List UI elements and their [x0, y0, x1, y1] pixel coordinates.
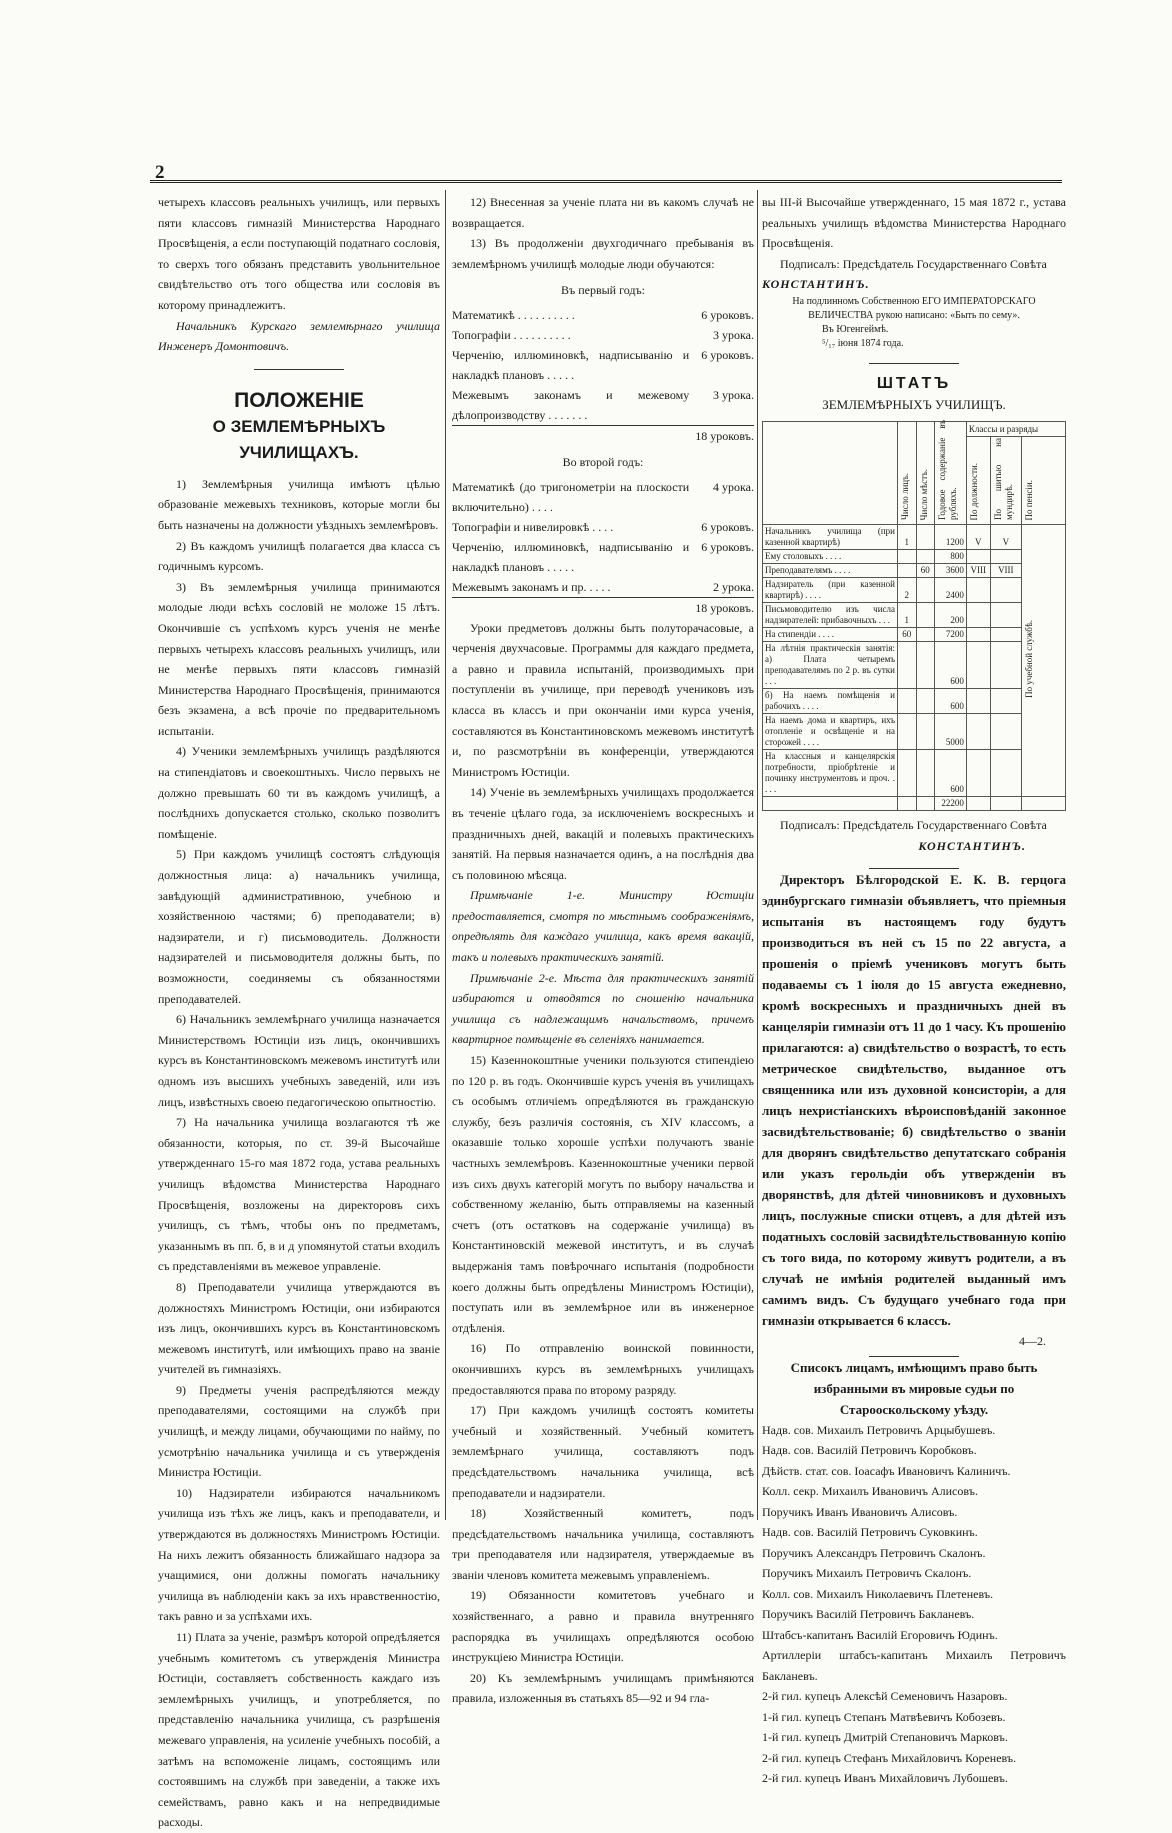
list-item: Надв. сов. Михаилъ Петровичъ Арцыбушевъ.	[762, 1422, 996, 1437]
subject-cell: Черченiю, иллюминовкѣ, надписыванiю и накладкѣ плановъ . . . . .	[452, 347, 690, 382]
list-item: 1-й гил. купецъ Дмитрiй Степановичъ Марковъ.	[762, 1730, 1008, 1745]
subject-cell: Черченiю, иллюминовкѣ, надписыванiю и накладкѣ плановъ . . . . .	[452, 539, 690, 574]
list-item: Поручикъ Иванъ Ивановичъ Алисовъ.	[762, 1504, 958, 1519]
subject-cell: Межевымъ законамъ и межевому дѣлопроизводству . . . . . . .	[452, 387, 690, 422]
paragraph: 17) При каждомъ училищѣ состоятъ комитеты учебный и хозяйственный. Учебный комитетъ землемѣрнаго училища, составляютъ подъ предсѣдательствомъ начальника училища, всѣ преподаватели и надзиратели.	[452, 1403, 754, 1500]
persons-cell	[898, 714, 917, 750]
table-row	[763, 714, 1066, 750]
hours-cell: 3 урока.	[713, 387, 754, 402]
table-row	[763, 628, 1066, 642]
column-header: Число лицъ.	[900, 473, 910, 521]
uniform-cell	[990, 628, 1021, 642]
column-left	[158, 192, 440, 1833]
salary-cell: 3600	[935, 564, 967, 578]
places-cell	[916, 628, 935, 642]
paragraph: 4) Ученики землемѣрныхъ училищъ раздѣляются на стипендiатовъ и своекоштныхъ. Число первыхъ не должно превышать 60 ти въ каждомъ училищѣ, а послѣднихъ допускается столько, сколько позволитъ помѣщенiе.	[158, 744, 440, 841]
pension-note: По учебной службѣ.	[1023, 620, 1034, 699]
paragraph: 8) Преподаватели училища утверждаются въ должностяхъ Министромъ Юстицiи, они избираются изъ лицъ, окончившихъ курсъ въ Константиновскомъ межевомъ институтѣ, или имѣющихъ право на званiе учителей въ гимназiяхъ.	[158, 1279, 440, 1377]
persons-cell: 1	[898, 603, 917, 628]
persons-cell	[898, 642, 917, 689]
places-cell	[916, 603, 935, 628]
persons-cell	[898, 564, 917, 578]
row-name: На лѣтнiя практическiя занятiя: а) Плата четыремъ преподавателямъ по 2 р. въ сутки . . .	[763, 642, 898, 689]
rank-cell	[966, 689, 990, 714]
paragraph: 5) При каждомъ училищѣ состоятъ слѣдующiя должностныя лица: а) начальникъ училища, завѣдующiй административною, учебною и хозяйственною частями; б) преподаватели; в) надзиратели, и г) письмоводитель. Должности надзирателей и письмоводителя должны быть, по возможности, соединяемы съ обязанностями преподавателей.	[158, 847, 440, 1006]
total-row	[452, 425, 754, 446]
uniform-cell	[990, 689, 1021, 714]
note-paragraph: Примѣчанiе 1-е. Министру Юстицiи предоставляется, смотря по мѣстнымъ соображенiямъ, опредѣлять для каждаго училища, какъ время вакацiй, такъ и полевыхъ практическихъ занятiй.	[452, 888, 754, 965]
paragraph: 11) Плата за ученiе, размѣръ которой опредѣляется учебнымъ комитетомъ съ утвержденiя Министра Юстицiи, составляетъ собственность каждаго изъ землемѣрныхъ училищъ, и употребляется, по представленiю начальника училища, съ разрѣшенiя межеваго управленiя, на усиленiе учебныхъ пособiй, а затѣмъ на вспоможенiе лицамъ, состоящимъ или состоявшимъ на службѣ при заведенiи, а также ихъ семействамъ, равно какъ и на непредвидимые расходы.	[158, 1630, 440, 1830]
year2-title: Во второй годъ:	[562, 454, 644, 469]
total-cell: 22200	[935, 797, 967, 811]
paragraph: 20) Къ землемѣрнымъ училищамъ примѣняются правила, изложенныя въ статьяхъ 85—92 и 94 гла-	[452, 1670, 754, 1706]
row-name: Письмоводителю изъ числа надзирателей: прибавочныхъ . . .	[763, 603, 898, 628]
column-middle	[452, 192, 754, 1709]
places-cell: 60	[916, 564, 935, 578]
places-cell	[916, 578, 935, 603]
row-name: На наемъ дома и квартиръ, ихъ отопленiе и освѣщенiе и на сторожей . . . .	[763, 714, 898, 750]
hours-cell: 3 урока.	[713, 327, 754, 342]
list-item: Артиллерiи штабсъ-капитанъ Михаилъ Петровичъ Бакланевъ.	[762, 1648, 1066, 1683]
table-row	[763, 550, 1066, 564]
list-item: Дѣйств. стат. сов. Iоасафъ Ивановичъ Калиничъ.	[762, 1463, 1011, 1478]
places-cell	[916, 550, 935, 564]
total-cell: 18 уроковъ.	[689, 597, 754, 618]
shtat-table	[762, 421, 1066, 811]
column-divider	[757, 190, 758, 1520]
list-item: 2-й гил. купецъ Иванъ Михайловичъ Лубошевъ.	[762, 1771, 1008, 1786]
table-row	[763, 578, 1066, 603]
row-name: На классныя и канцелярскiя потребности, прiобрѣтенiе и починку инструментовъ и проч. . . . .	[763, 750, 898, 797]
rank-cell	[966, 603, 990, 628]
rank-cell	[966, 642, 990, 689]
persons-cell	[898, 750, 917, 797]
list-item: 2-й гил. купецъ Алексѣй Семеновичъ Назаровъ.	[762, 1689, 1008, 1704]
rank-cell	[966, 750, 990, 797]
rank-cell: VIII	[966, 564, 990, 578]
column-right	[762, 192, 1066, 1789]
year1-title: Въ первый годъ:	[560, 283, 646, 298]
rank-cell	[966, 714, 990, 750]
list-item: 1-й гил. купецъ Степанъ Матвѣевичъ Кобозевъ.	[762, 1709, 1006, 1724]
uniform-cell: VIII	[990, 564, 1021, 578]
row-name: Надзиратель (при казенной квартирѣ) . . . .	[763, 578, 898, 603]
total-row	[452, 597, 754, 618]
salary-cell: 7200	[935, 628, 967, 642]
paragraph: 7) На начальника училища возлагаются тѣ же обязанности, которыя, по ст. 39-й Высочайше утвержденнаго 15-го мая 1872 года, устава реальныхъ училищъ вѣдомства Министерства Народнаго Просвѣщенiя, возложены на директоровъ сихъ училищъ, съ тѣмъ, чтобы онъ по предметамъ, указаннымъ въ пп. б, в и д упомянутой статьи входилъ съ представленiями въ межевое управленiе.	[158, 1115, 440, 1274]
paragraph: 14) Ученiе въ землемѣрныхъ училищахъ продолжается въ теченiе цѣлаго года, за исключенiемъ воскресныхъ и праздничныхъ дней, вакацiй и полевыхъ практическихъ занятiй. На первыя назначается одинъ, а на послѣднiя два съ половиною мѣсяца.	[452, 785, 754, 882]
paragraph: 18) Хозяйственный комитетъ, подъ предсѣдательствомъ начальника училища, составляютъ три преподавателя или надзирателя, утверждаемые въ званiи членовъ комитета межевымъ управленiемъ.	[452, 1506, 754, 1582]
rank-cell	[966, 550, 990, 564]
paragraph: 15) Казеннокоштные ученики пользуются стипендiею по 120 р. въ годъ. Окончившiе курсъ ученiя въ училищахъ съ особымъ отличiемъ опредѣляются въ гражданскую службу, безъ различiя состоянiя, съ XIV классомъ, а оказавшiе только хорошiе успѣхи получаютъ званiе частныхъ землемѣровъ. Казеннокоштные ученики первой изъ сихъ двухъ категорiй могутъ по выбору начальства и собственному желанiю, быть отправляемы на казенный счетъ (отъ остатковъ на содержанiе училища) въ Константиновскiй межевой институтъ, и въ случаѣ выдержанiя тамъ повѣрочнаго испытанiя (подробности коего должны быть опредѣлены Министромъ Юстицiи), поступать или въ землемѣрное или въ инженерное отдѣленiя.	[452, 1053, 754, 1335]
salary-cell: 1200	[935, 525, 967, 550]
list-item: Поручикъ Александръ Петровичъ Скалонъ.	[762, 1545, 986, 1560]
salary-cell: 200	[935, 603, 967, 628]
signer-name: КОНСТАНТИНЪ.	[918, 838, 1026, 853]
uniform-cell	[990, 578, 1021, 603]
salary-cell: 600	[935, 689, 967, 714]
row-name: б) На наемъ помѣщенiя и рабочихъ . . . .	[763, 689, 898, 714]
paragraph: 3) Въ землемѣрныя училища принимаются молодые люди всѣхъ сословiй не моложе 15 лѣтъ. Окончившiе съ успѣхомъ курсъ ученiя не менѣе первыхъ четырехъ классовъ реальныхъ училищъ, или не менѣе первыхъ пяти классовъ гимназiй Министерства Народнаго Просвѣщенiя, принимаются безъ экзамена, а всѣ прочiе по предварительномъ испытанiи.	[158, 579, 440, 738]
list-title: Списокъ лицамъ, имѣющимъ право быть избранными въ мировые судьи по Старооскольскому уѣзду.	[790, 1359, 1038, 1417]
column-header: По пенсiи.	[1023, 479, 1034, 521]
uniform-cell	[990, 642, 1021, 689]
places-cell	[916, 642, 935, 689]
row-name: На стипендiи . . . .	[763, 628, 898, 642]
uniform-cell	[990, 750, 1021, 797]
separator	[869, 363, 959, 364]
signer-name: КОНСТАНТИНЪ.	[762, 277, 870, 292]
column-header: По шитью на мундирѣ.	[992, 438, 1014, 521]
rank-cell	[966, 578, 990, 603]
table-row	[452, 385, 754, 426]
subject-cell: Математикѣ (до тригонометрiи на плоскости включительно) . . . .	[452, 479, 690, 514]
table-row	[452, 577, 754, 598]
table-row	[452, 325, 754, 345]
intro-paragraph: четырехъ классовъ реальныхъ училищъ, или первыхъ пяти классовъ гимназiй Министерства Народнаго Просвѣщенiя, а если поступающiй податнаго сословiя, то сверхъ того обязанъ представить увольнительное свидѣтельство отъ того общества или сословiя въ которому принадлежитъ.	[158, 195, 440, 312]
persons-cell	[898, 689, 917, 714]
signed-line: Подписалъ: Предсѣдатель Государственнаго Совѣта	[780, 818, 1047, 833]
table-row	[452, 345, 754, 385]
uniform-cell	[990, 603, 1021, 628]
year1-table	[452, 305, 754, 446]
list-item: Штабсъ-капитанъ Василiй Егоровичъ Юдинъ.	[762, 1627, 998, 1642]
uniform-cell: V	[990, 525, 1021, 550]
table-row	[763, 750, 1066, 797]
list-item: Поручикъ Михаилъ Петровичъ Скалонъ.	[762, 1566, 972, 1581]
table-row	[763, 603, 1066, 628]
table-row	[763, 689, 1066, 714]
signer-line: Начальникъ Курскаго землемѣрнаго училища Инженеръ Домонтовичъ.	[158, 318, 440, 354]
separator	[254, 369, 344, 370]
note-paragraph: Примѣчанiе 2-е. Мѣста для практическихъ занятiй избираются и отводятся по сношенiю начальника училища съ надлежащимъ начальствомъ, причемъ квартирное помѣщенiе въ селенiяхъ нанимается.	[452, 970, 754, 1047]
hours-cell: 4 урока.	[713, 479, 754, 494]
gymnasium-announcement: Директоръ Бѣлгородской Е. К. В. герцога эдинбургскаго гимназiи объявляетъ, что прiемныя испытанiя въ настоящемъ году будутъ производиться въ ней съ 15 по 22 августа, а прошенiя о прiемѣ учениковъ могутъ быть подаваемы съ 1 iюля до 15 августа ежедневно, кромѣ воскресныхъ и праздничныхъ дней въ канцелярiи гимназiи отъ 11 до 1 часу. Къ прошенiю прилагаются: а) свидѣтельство о возрастѣ, то есть метрическое свидѣтельство, выданное отъ священника или изъ духовной консисторiи, а для лицъ нехристiанскихъ вѣроисповѣданiй законное засвидѣтельствованiе; б) свидѣтельство о званiи для дворянъ свидѣтельство депутатскаго собранiя или указъ герольдiи объ утвержденiи въ дворянствѣ, для дѣтей чиновниковъ и духовныхъ лицъ, послужные списки отцевъ, а для дѣтей изъ податныхъ сословiй засвидѣтельствованную копiю съ того вида, по которому живутъ родители, а въ случаѣ не имѣнiя родителей выданный имъ самимъ видъ. Съ будущаго учебнаго года при гимназiи открывается 6 классъ.	[762, 872, 1066, 1329]
table-row	[452, 305, 754, 325]
row-name: Ему столовыхъ . . . .	[763, 550, 898, 564]
paragraph: 1) Землемѣрныя училища имѣютъ цѣлью образованiе межевыхъ техниковъ, которые могли бы быть назначены на должности уѣздныхъ землемѣровъ.	[158, 476, 440, 532]
total-cell: 18 уроковъ.	[689, 425, 754, 446]
imperial-note: На подлинномъ Собственною ЕГО ИМПЕРАТОРСКАГО ВЕЛИЧЕСТВА рукою написано: «Быть по сему».	[792, 295, 1036, 321]
rank-cell	[966, 628, 990, 642]
judges-list	[762, 1420, 1066, 1789]
column-header: Число мѣстъ.	[918, 468, 929, 521]
column-header: Классы и разряды	[966, 422, 1065, 437]
shtat-subtitle: ЗЕМЛЕМѢРНЫХЪ УЧИЛИЩЪ.	[822, 396, 1006, 412]
list-item: Поручикъ Василiй Петровичъ Бакланевъ.	[762, 1607, 975, 1622]
paragraph: 16) По отправленiю воинской повинности, окончившихъ курсъ въ землемѣрныхъ училищахъ предоставляются права по второму разряду.	[452, 1341, 754, 1397]
hours-cell: 6 уроковъ.	[701, 307, 754, 322]
subject-cell: Математикѣ . . . . . . . . . .	[452, 307, 575, 322]
table-row	[763, 525, 1066, 550]
subject-cell: Межевымъ законамъ и пр. . . . .	[452, 579, 611, 594]
persons-cell	[898, 550, 917, 564]
subject-cell: Топографiи и нивелировкѣ . . . .	[452, 519, 614, 534]
places-cell	[916, 750, 935, 797]
column-header: По должности.	[968, 462, 979, 521]
table-row	[452, 477, 754, 517]
signed-line: Подписалъ: Предсѣдатель Государственнаго Совѣта	[780, 256, 1047, 271]
list-item: Колл. секр. Михаилъ Ивановичъ Алисовъ.	[762, 1484, 978, 1499]
year2-table	[452, 477, 754, 618]
salary-cell: 800	[935, 550, 967, 564]
column-header: Годовое содержанiе въ рубляхъ.	[937, 420, 959, 521]
paragraph: 2) Въ каждомъ училищѣ полагается два класса съ годичнымъ курсомъ.	[158, 538, 440, 574]
paragraph: 10) Надзиратели избираются начальникомъ училища изъ тѣхъ же лицъ, какъ и преподаватели, и утверждаются въ должностяхъ Министромъ Юстицiи. На нихъ лежитъ обязанность ближайшаго надзора за учащимися, они должны помогать начальнику училища въ наблюденiи какъ за ихъ нравственностiю, такъ равно и за успѣхами ихъ.	[158, 1485, 440, 1624]
paragraph: 6) Начальникъ землемѣрнаго училища назначается Министерствомъ Юстицiи изъ лицъ, окончившихъ курсъ въ Константиновскомъ межевомъ институтѣ или одномъ изъ высшихъ учебныхъ заведенiй, или изъ лицъ, извѣстныхъ своею педагогическою опытностiю.	[158, 1012, 440, 1109]
hours-cell: 2 урока.	[713, 579, 754, 594]
salary-cell: 5000	[935, 714, 967, 750]
persons-cell: 60	[898, 628, 917, 642]
row-name: Преподавателямъ . . . .	[763, 564, 898, 578]
paragraph: 13) Въ продолженiи двухгодичнаго пребыванiя въ землемѣрномъ училищѣ молодые люди обучаются:	[452, 236, 754, 271]
paragraph: 19) Обязанности комитетовъ учебнаго и хозяйственнаго, а равно и правила внутренняго распорядка въ училищахъ опредѣляются особою инструкцiею Министра Юстицiи.	[452, 1588, 754, 1665]
salary-cell: 600	[935, 642, 967, 689]
list-item: Надв. сов. Василiй Петровичъ Коробковъ.	[762, 1443, 977, 1458]
table-header-row	[763, 422, 1066, 437]
row-name: Начальникъ училища (при казенной квартирѣ)	[763, 525, 898, 550]
places-cell	[916, 525, 935, 550]
table-row	[452, 517, 754, 537]
salary-cell: 2400	[935, 578, 967, 603]
hours-cell: 6 уроковъ.	[701, 539, 754, 554]
list-item: Колл. сов. Михаилъ Николаевичъ Плетеневъ.	[762, 1586, 994, 1601]
paragraph: 12) Внесенная за ученiе плата ни въ какомъ случаѣ не возвращается.	[452, 195, 754, 230]
places-cell	[916, 714, 935, 750]
table-row	[763, 564, 1066, 578]
persons-cell: 1	[898, 525, 917, 550]
table-row	[763, 642, 1066, 689]
shtat-title: ШТАТЪ	[876, 374, 952, 392]
article-title: ПОЛОЖЕНIЕ	[234, 388, 364, 412]
date: ⁵/₁₇ iюня 1874 года.	[822, 337, 904, 349]
intro-paragraph: вы III-й Высочайше утвержденнаго, 15 мая 1872 г., устава реальныхъ училищъ вѣдомства Министерства Народнаго Просвѣщенiя.	[762, 195, 1066, 251]
rank-cell: V	[966, 525, 990, 550]
announcement-code: 4—2.	[1019, 1334, 1046, 1349]
place: Въ Югенгеймѣ.	[822, 323, 889, 335]
hours-cell: 6 уроковъ.	[701, 347, 754, 362]
hours-cell: 6 уроковъ.	[701, 519, 754, 534]
table-row	[452, 537, 754, 577]
list-item: 2-й гил. купецъ Стефанъ Михайловичъ Кореневъ.	[762, 1750, 1017, 1765]
page-number: 2	[155, 162, 165, 183]
subject-cell: Топографiи . . . . . . . . . .	[452, 327, 571, 342]
header-rule	[150, 180, 1062, 183]
uniform-cell	[990, 714, 1021, 750]
persons-cell: 2	[898, 578, 917, 603]
total-row	[763, 797, 1066, 811]
uniform-cell	[990, 550, 1021, 564]
list-item: Надв. сов. Василiй Петровичъ Суковкинъ.	[762, 1525, 978, 1540]
salary-cell: 600	[935, 750, 967, 797]
paragraph: 9) Предметы ученiя распредѣляются между преподавателями, состоящими на службѣ при училищѣ, и между лицами, обучающими по найму, по усмотрѣнiю начальника училища и съ утвержденiя Министра Юстицiи.	[158, 1382, 440, 1480]
paragraph: Уроки предметовъ должны быть полуторачасовые, а черченiя двухчасовые. Программы для каждаго предмета, а равно и правила испытанiй, производимыхъ при поступленiи въ училище, при переводѣ учениковъ изъ класса въ классъ и при окончанiи ими курса ученiя, составляются въ Константиновскомъ межевомъ институтѣ и, по разсмотрѣнiи въ конференцiи, утверждаются Министромъ Юстицiи.	[452, 620, 754, 779]
column-divider	[445, 190, 446, 1520]
article-subtitle: О ЗЕМЛЕМѢРНЫХЪ УЧИЛИЩАХЪ.	[212, 416, 386, 462]
places-cell	[916, 689, 935, 714]
